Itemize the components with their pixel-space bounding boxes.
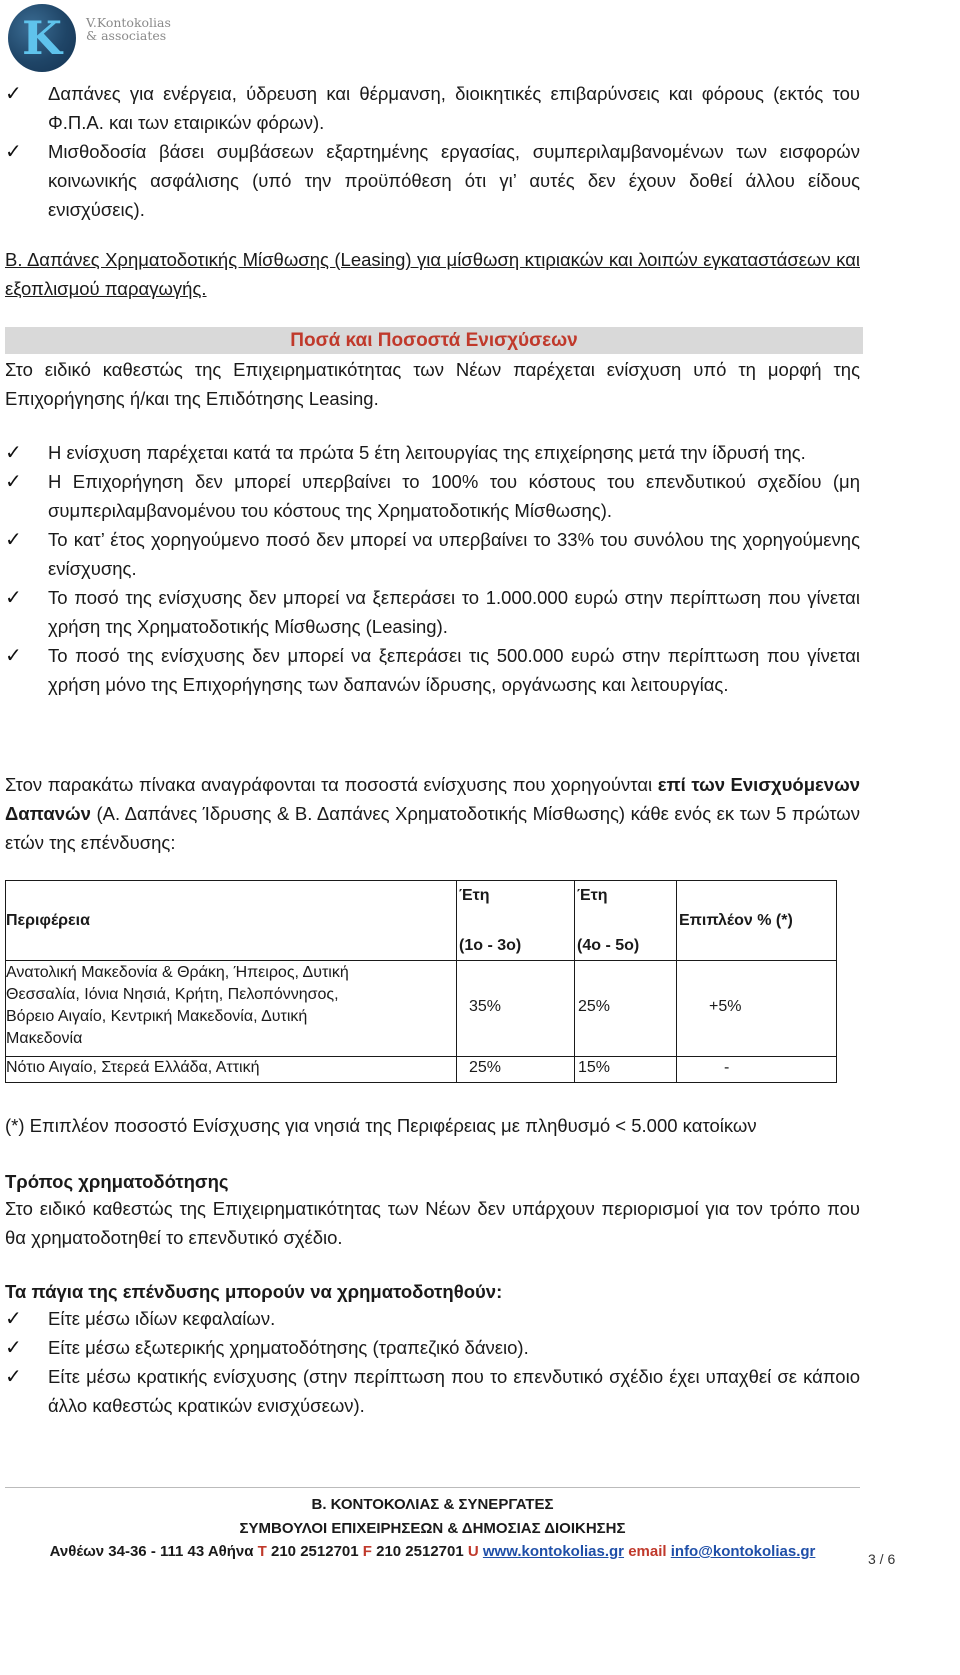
table-cell-y1: 35%: [469, 998, 502, 1015]
email-link[interactable]: info@kontokolias.gr: [670, 1543, 816, 1560]
list-item-text: Είτε μέσω εξωτερικής χρηματοδότησης (τραπεζικό δάνειο).: [48, 1337, 529, 1358]
footer-company: Β. ΚΟΝΤΟΚΟΛΙΑΣ & ΣΥΝΕΡΓΑΤΕΣ: [311, 1496, 554, 1513]
logo-name: V.Kontokolias: [86, 15, 171, 30]
table-cell-region: Νότιο Αιγαίο, Στερεά Ελλάδα, Αττική: [6, 1059, 260, 1076]
list-item: [5, 137, 860, 224]
table-divider: [456, 881, 457, 1082]
checkmark-icon: ✓: [5, 469, 22, 493]
table-cell-y1: 25%: [469, 1059, 502, 1076]
footer-fax: 210 2512701: [376, 1543, 464, 1560]
aid-conditions-list: [5, 438, 860, 699]
header-years-1: Έτη: [459, 887, 490, 904]
table-cell-region: Ανατολική Μακεδονία & Θράκη, Ήπειρος, Δυτική Θεσσαλία, Ιόνια Νησιά, Κρήτη, Πελοπόννησος, Βόρειο Αιγαίο, Κεντρική Μακεδονία, Δυτική Μακεδονία: [6, 964, 349, 1047]
list-item-text: Είτε μέσω κρατικής ενίσχυσης (στην περίπτωση που το επενδυτικό σχέδιο έχει υπαχθεί σε κάποιο άλλο καθεστώς κρατικών ενισχύσεων).: [48, 1366, 860, 1416]
financing-text: Στο ειδικό καθεστώς της Επιχειρηματικότητας των Νέων δεν υπάρχουν περιορισμοί για τον τρόπο που θα χρηματοδοτηθεί το επενδυτικό σχέδιο.: [5, 1198, 860, 1248]
list-item-text: Το κατ’ έτος χορηγούμενο ποσό δεν μπορεί να υπερβαίνει το 33% του συνόλου της χορηγούμενης ενίσχυσης.: [48, 529, 860, 579]
list-item-text: Το ποσό της ενίσχυσης δεν μπορεί να ξεπεράσει το 1.000.000 ευρώ στην περίπτωση που γίνεται χρήση της Χρηματοδοτικής Μίσθωσης (Leasing).: [48, 587, 860, 637]
header-region: Περιφέρεια: [6, 912, 90, 929]
expense-list: [5, 79, 860, 224]
list-item-text: Η ενίσχυση παρέχεται κατά τα πρώτα 5 έτη λειτουργίας της επιχείρησης μετά την ίδρυσή της.: [48, 442, 806, 463]
footer-divider: [5, 1487, 860, 1488]
footer-address: Ανθέων 34-36 - 111 43 Αθήνα: [49, 1543, 254, 1560]
table-intro: [5, 770, 860, 857]
table-divider: [6, 960, 836, 961]
table-cell-y2: 15%: [578, 1059, 611, 1076]
table-divider: [676, 881, 677, 1082]
checkmark-icon: ✓: [5, 81, 22, 105]
table-intro-text: Στον παρακάτω πίνακα αναγράφονται τα ποσοστά ενίσχυσης που χορηγούνται: [5, 774, 658, 795]
list-item: [5, 525, 860, 583]
section-intro: Στο ειδικό καθεστώς της Επιχειρηματικότητας των Νέων παρέχεται ενίσχυση υπό τη μορφή της Επιχορήγησης ή/και της Επιδότησης Leasing.: [5, 359, 860, 409]
checkmark-icon: ✓: [5, 643, 22, 667]
list-item-text: Το ποσό της ενίσχυσης δεν μπορεί να ξεπεράσει τις 500.000 ευρώ στην περίπτωση που γίνεται χρήση μόνο της Επιχορήγησης των δαπανών ίδρυσης, οργάνωσης και λειτουργίας.: [48, 645, 860, 695]
checkmark-icon: ✓: [5, 527, 22, 551]
section-title: Ποσά και Ποσοστά Ενισχύσεων: [5, 327, 863, 354]
url-label: U: [467, 1543, 479, 1560]
footer-contact: [5, 1541, 860, 1563]
list-item: [5, 438, 860, 467]
list-item: [5, 1362, 860, 1420]
header-years-2-range: (4ο - 5ο): [577, 937, 640, 954]
assets-list: [5, 1304, 860, 1420]
list-item: [5, 79, 860, 137]
checkmark-icon: ✓: [5, 440, 22, 464]
header-extra: Επιπλέον % (*): [679, 912, 793, 929]
aid-rates-table: [5, 880, 837, 1083]
list-item: [5, 583, 860, 641]
checkmark-icon: ✓: [5, 1306, 22, 1330]
checkmark-icon: ✓: [5, 585, 22, 609]
list-item-text: Είτε μέσω ιδίων κεφαλαίων.: [48, 1308, 276, 1329]
logo-text: [86, 16, 171, 42]
logo-letter: K: [22, 11, 62, 65]
checkmark-icon: ✓: [5, 1335, 22, 1359]
checkmark-icon: ✓: [5, 1364, 22, 1388]
list-item: [5, 641, 860, 699]
table-divider: [574, 881, 575, 1082]
website-link[interactable]: www.kontokolias.gr: [482, 1543, 625, 1560]
table-footnote: (*) Επιπλέον ποσοστό Ενίσχυσης για νησιά της Περιφέρειας με πληθυσμό < 5.000 κατοίκων: [5, 1115, 757, 1136]
list-item: [5, 1333, 860, 1362]
financing-title: Τρόπος χρηματοδότησης: [5, 1171, 229, 1192]
table-cell-extra: +5%: [709, 998, 742, 1015]
table-intro-bold: επί των Ενισχυόμενων Δαπανών: [5, 774, 860, 824]
leasing-heading: Β. Δαπάνες Χρηματοδοτικής Μίσθωσης (Leasing) για μίσθωση κτιριακών και λοιπών εγκαταστάσεων και εξοπλισμού παραγωγής.: [5, 249, 860, 299]
footer-subtitle: ΣΥΜΒΟΥΛΟΙ ΕΠΙΧΕΙΡΗΣΕΩΝ & ΔΗΜΟΣΙΑΣ ΔΙΟΙΚΗΣΗΣ: [239, 1520, 626, 1537]
list-item-text: Μισθοδοσία βάσει συμβάσεων εξαρτημένης εργασίας, συμπεριλαμβανομένων των εισφορών κοινωνικής ασφάλισης (υπό την προϋπόθεση ότι γι’ αυτές δεν έχουν δοθεί άλλου είδους ενισχύσεις).: [48, 141, 860, 220]
assets-title: Τα πάγια της επένδυσης μπορούν να χρηματοδοτηθούν:: [5, 1281, 503, 1302]
logo-associates: & associates: [86, 28, 167, 43]
email-label: email: [628, 1543, 667, 1560]
list-item: [5, 1304, 860, 1333]
table-cell-y2: 25%: [578, 998, 611, 1015]
company-logo: [8, 4, 171, 74]
table-intro-text-2: (Α. Δαπάνες Ίδρυσης & Β. Δαπάνες Χρηματοδοτικής Μίσθωσης) κάθε ενός εκ των 5 πρώτων ετών της επένδυσης:: [5, 803, 860, 853]
header-years-2: Έτη: [577, 887, 608, 904]
phone-label: T: [257, 1543, 267, 1560]
footer-phone: 210 2512701: [271, 1543, 359, 1560]
table-cell-extra: -: [724, 1059, 730, 1076]
header-years-1-range: (1ο - 3ο): [459, 937, 522, 954]
page-number: 3 / 6: [868, 1551, 896, 1567]
list-item-text: Δαπάνες για ενέργεια, ύδρευση και θέρμανση, διοικητικές επιβαρύνσεις και φόρους (εκτός του Φ.Π.Α. και των εταιρικών φόρων).: [48, 83, 860, 133]
fax-label: F: [362, 1543, 372, 1560]
list-item-text: Η Επιχορήγηση δεν μπορεί υπερβαίνει το 100% του κόστους του επενδυτικού σχεδίου (μη συμπεριλαμβανομένου του κόστους της Χρηματοδοτικής Μίσθωσης).: [48, 471, 860, 521]
checkmark-icon: ✓: [5, 139, 22, 163]
list-item: [5, 467, 860, 525]
